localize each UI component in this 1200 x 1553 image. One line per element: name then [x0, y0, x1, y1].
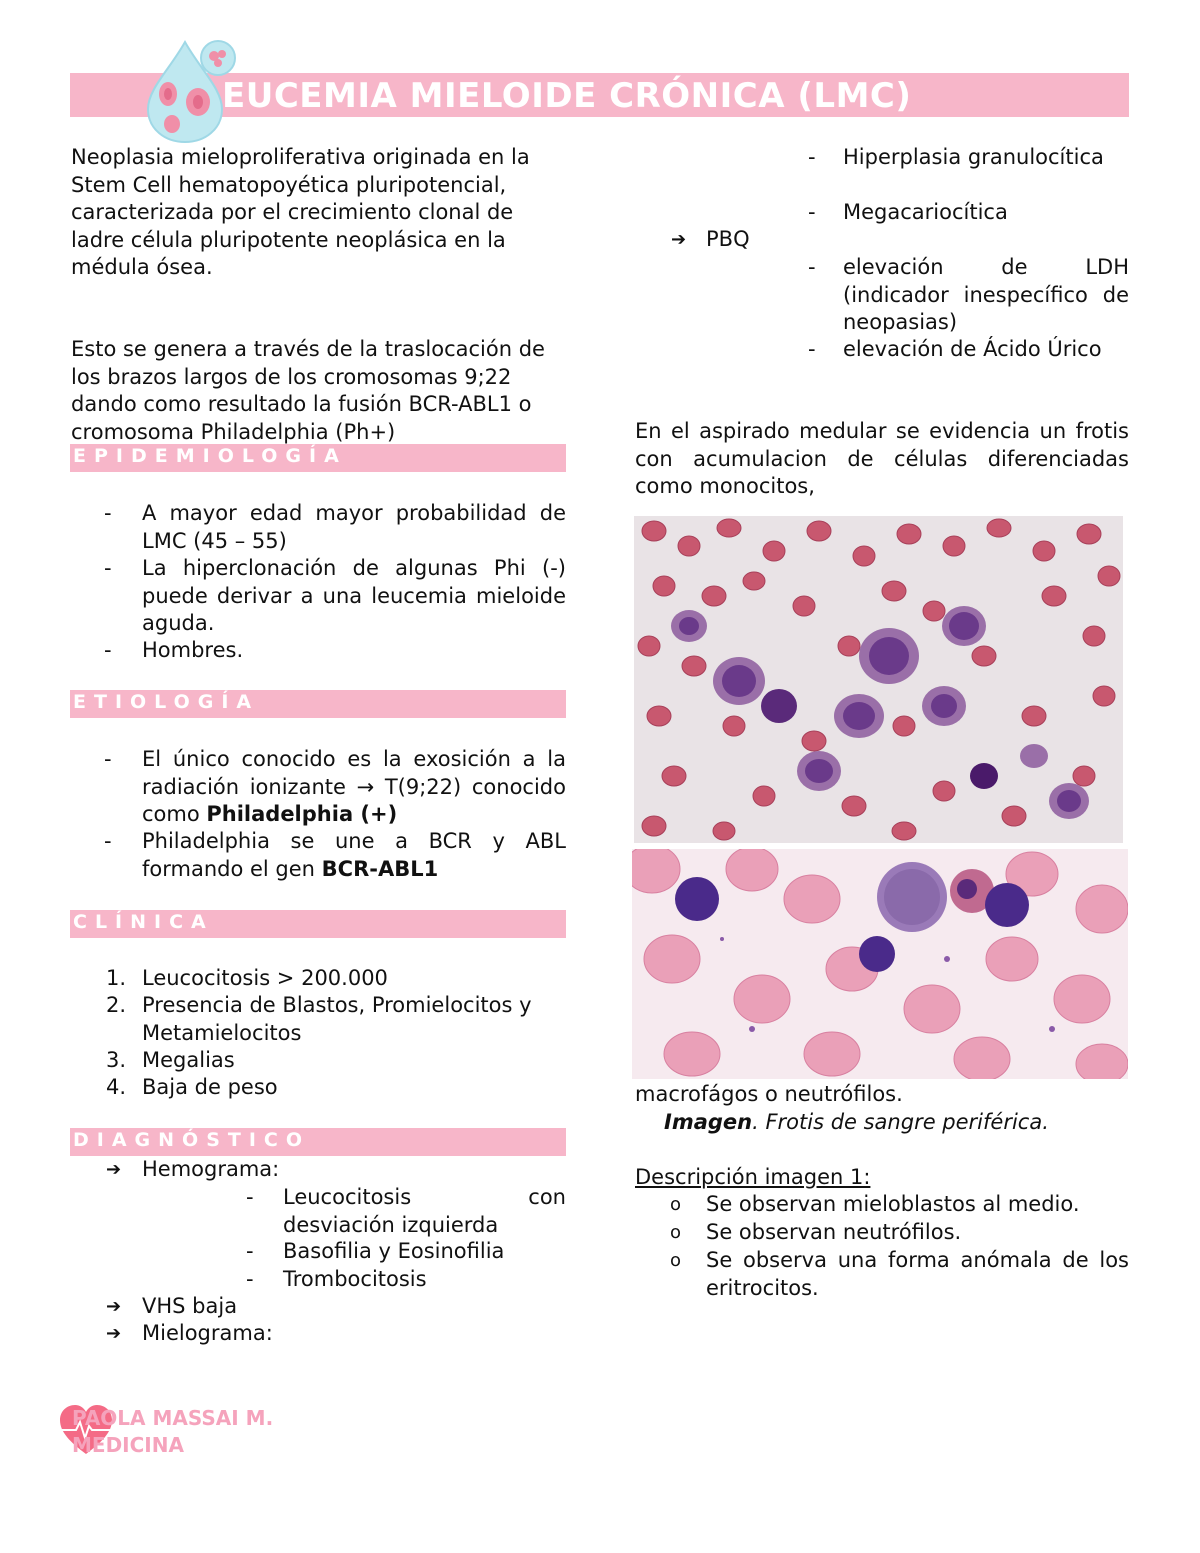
circle-bullet-icon: o: [670, 1250, 682, 1271]
arrow-right-icon: ➔: [106, 1296, 122, 1317]
list-item-vhs: VHS baja: [142, 1294, 238, 1318]
list-item: Leucocitosis con desviación izquierda: [283, 1185, 566, 1237]
list-item: Trombocitosis: [283, 1267, 427, 1291]
list-item-hemograma: Hemograma:: [142, 1157, 280, 1181]
dash-bullet: -: [808, 337, 816, 361]
dash-bullet: -: [104, 829, 112, 853]
section-heading-etiologia: ETIOLOGÍA: [73, 691, 260, 713]
dash-bullet: -: [104, 638, 112, 662]
number-4: 4.: [106, 1075, 127, 1099]
dash-bullet: -: [808, 145, 816, 169]
list-item: Se observa una forma anómala de los eritrocitos.: [706, 1248, 1129, 1300]
arrow-right-icon: ➔: [106, 1323, 122, 1344]
aspirado-paragraph: En el aspirado medular se evidencia un frotis con acumulacion de células diferenciadas como monocitos,: [635, 419, 1129, 498]
dash-bullet: -: [246, 1239, 254, 1263]
dash-bullet: -: [246, 1267, 254, 1291]
section-heading-epidemiologia: EPIDEMIOLOGÍA: [73, 445, 347, 467]
number-1: 1.: [106, 966, 127, 990]
image-caption: [664, 1109, 1049, 1137]
list-item: Se observan mieloblastos al medio.: [706, 1192, 1080, 1216]
list-item: Baja de peso: [142, 1075, 278, 1099]
blood-smear-image-2: [632, 849, 1128, 1079]
list-item-mielograma: Mielograma:: [142, 1321, 273, 1345]
list-item: Hombres.: [142, 638, 244, 662]
etiologia-text: El único conocido es la exosición a la radiación ionizante: [142, 747, 566, 799]
list-item-etiologia-2: [142, 828, 566, 883]
arrow-right-icon: ➔: [671, 229, 687, 250]
page-title: EUCEMIA MIELOIDE CRÓNICA (LMC): [222, 76, 912, 116]
list-item: Megacariocítica: [843, 200, 1008, 224]
arrow-right-icon: ➔: [106, 1159, 122, 1180]
intro-paragraph-1: Neoplasia mieloproliferativa originada en la Stem Cell hematopoyética pluripotencial, caracterizada por el crecimiento clonal de ladre célula pluripotente neoplásica en la médula ósea.: [71, 145, 530, 279]
dash-bullet: -: [104, 501, 112, 525]
etiologia-text-2: Philadelphia se une a BCR y ABL formando el gen: [142, 829, 566, 881]
list-item: Basofilia y Eosinofilia: [283, 1239, 505, 1263]
caption-bold: Imagen: [664, 1110, 753, 1134]
section-heading-clinica: CLÍNICA: [73, 911, 214, 933]
number-3: 3.: [106, 1048, 127, 1072]
dash-bullet: -: [104, 747, 112, 771]
section-heading-diagnostico: DIAGNÓSTICO: [73, 1129, 311, 1151]
etiologia-arrow-text: → T(9;22): [356, 774, 462, 799]
etiologia-text-mid: conocido como: [142, 774, 566, 826]
dash-bullet: -: [808, 200, 816, 224]
list-item: Se observan neutrófilos.: [706, 1220, 962, 1244]
author-name: PAOLA MASSAI M.: [72, 1406, 274, 1430]
bcr-abl1-bold: BCR-ABL1: [321, 856, 439, 881]
list-item: La hiperclonación de algunas Phi (-) puede derivar a una leucemia mieloide aguda.: [142, 556, 566, 635]
aspirado-paragraph-end: macrofágos o neutrófilos.: [635, 1082, 903, 1106]
dash-bullet: -: [246, 1185, 254, 1209]
footer-author: [72, 1405, 273, 1459]
caption-text: . Frotis de sangre periférica.: [752, 1110, 1049, 1134]
circle-bullet-icon: o: [670, 1222, 682, 1243]
circle-bullet-icon: o: [670, 1194, 682, 1215]
dash-bullet: -: [104, 556, 112, 580]
list-item-pbq: PBQ: [706, 227, 750, 251]
dash-bullet: -: [808, 255, 816, 279]
list-item: elevación de Ácido Úrico: [843, 337, 1102, 361]
list-item-etiologia-1: [142, 746, 566, 829]
list-item: Hiperplasia granulocítica: [843, 145, 1104, 169]
list-item: Leucocitosis > 200.000: [142, 966, 388, 990]
philadelphia-bold: Philadelphia (+): [206, 802, 398, 826]
list-item: Presencia de Blastos, Promielocitos y Metamielocitos: [142, 993, 532, 1045]
intro-paragraph-2: Esto se genera a través de la traslocación de los brazos largos de los cromosomas 9;22 dando como resultado la fusión BCR-ABL1 o cromosoma Philadelphia (Ph+): [71, 337, 545, 444]
number-2: 2.: [106, 993, 127, 1017]
blood-smear-image-1: [634, 516, 1123, 843]
list-item: elevación de LDH (indicador inespecífico de neopasias): [843, 255, 1129, 334]
list-item: Megalias: [142, 1048, 235, 1072]
author-career: MEDICINA: [72, 1433, 184, 1457]
list-item: A mayor edad mayor probabilidad de LMC (45 – 55): [142, 501, 566, 553]
descripcion-title: Descripción imagen 1:: [635, 1165, 871, 1189]
